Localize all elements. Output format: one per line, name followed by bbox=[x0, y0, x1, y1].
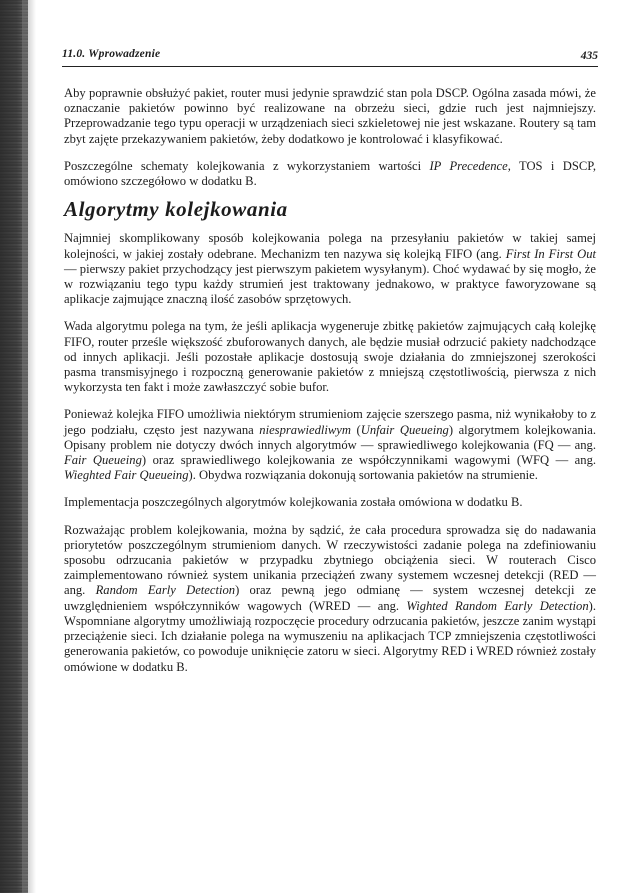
italic-term: IP Precedence bbox=[429, 158, 508, 173]
italic-term: Random Early Detection bbox=[95, 583, 236, 598]
page-number: 435 bbox=[580, 50, 598, 62]
page-body bbox=[64, 86, 596, 687]
paragraph: Aby poprawnie obsłużyć pakiet, router musi jedynie sprawdzić stan pola DSCP. Ogólna zasada mówi, że oznaczanie pakietów powinno być realizowane na obrzeżu sieci, gdzie ruch jest najmniejszy. Przeprowadzanie tego typu operacji w urządzeniach sieci szkieletowej nie jest wskazane. Routery są tam zbyt zajęte przekazywaniem pakietów, żeby dodatkowo je kontrolować i klasyfikować. bbox=[64, 86, 596, 146]
paragraph: Wada algorytmu polega na tym, że jeśli aplikacja wygeneruje zbitkę pakietów zajmujących całą kolejkę FIFO, router prześle większość zbuforowanych danych, ale będzie musiał odrzucić pakiety nadchodzące od innych aplikacji. Jeśli pozostałe aplikacje dostosują swoje działania do zmniejszonej szerokości pasma transmisyjnego i rozpoczną generowanie pakietów z mniejszą częstotliwością, pierwsza z nich wykorzysta ten fakt i może zawłaszczyć sobie bufor. bbox=[64, 319, 596, 395]
italic-term: Wieghted Fair Queueing bbox=[64, 468, 189, 483]
italic-term: Fair Queueing bbox=[64, 453, 142, 468]
italic-term: First In First Out bbox=[505, 246, 597, 261]
running-header bbox=[62, 44, 598, 67]
paragraph: Najmniej skomplikowany sposób kolejkowania polega na przesyłaniu pakietów w takiej samej kolejności, w jakiej zostały odebrane. Mechanizm ten nazywa się kolejką FIFO (ang. First In First Out — pierwszy pakiet przychodzący jest pierwszym pakietem wysyłanym). Choć wydawać by się mogło, że w rozwiązaniu tego typu każdy strumień jest traktowany jednakowo, w praktyce faworyzowane są aplikacje zajmujące znaczną ilość zasobów sprzętowych. bbox=[64, 231, 597, 307]
section-header: 11.0. Wprowadzenie bbox=[62, 48, 161, 60]
paragraph: Rozważając problem kolejkowania, można by sądzić, że cała procedura sprowadza się do nadawania priorytetów poszczególnym strumieniom danych. W rzeczywistości zadanie polega na zdefiniowaniu sposobu odrzucania pakietów w przypadku zbytniego obciążenia sieci. W routerach Cisco zaimplementowano również system unikania przeciążeń zwany systemem wczesnej detekcji (RED — ang. Random Early Detection) oraz pewną jego odmianę — system wczesnej detekcji ze uwzględnieniem współczynników wagowych (WRED — ang. Wighted Random Early Detection). Wspomniane algorytmy umożliwiają rozpoczęcie procedury odrzucania pakietów, jeszcze zanim wystąpi przeciążenie sieci. Ich działanie polega na wymuszeniu na aplikacjach TCP zmniejszenia częstotliwości generowania pakietów, co powoduje uniknięcie zatoru w sieci. Algorytmy RED i WRED również zostały omówione w dodatku B. bbox=[64, 522, 596, 674]
paragraph: Ponieważ kolejka FIFO umożliwia niektórym strumieniom zajęcie szerszego pasma, niż wynikałoby to z jego podziału, często jest nazywana niesprawiedliwym (Unfair Queueing) algorytmem kolejkowania. Opisany problem nie dotyczy dwóch innych algorytmów — sprawiedliwego kolejkowania (FQ — ang. Fair Queueing) oraz sprawiedliwego kolejkowania ze współczynnikami wagowymi (WFQ — ang. Wieghted Fair Queueing). Obydwa rozwiązania dokonują sortowania pakietów na strumienie. bbox=[64, 407, 597, 483]
italic-term: niesprawiedliwym bbox=[259, 422, 351, 437]
paragraph: Implementacja poszczególnych algorytmów kolejkowania została omówiona w dodatku B. bbox=[64, 495, 523, 510]
italic-term: Unfair Queueing bbox=[360, 422, 449, 437]
section-heading: Algorytmy kolejkowania bbox=[64, 197, 288, 222]
binding-shadow bbox=[22, 0, 36, 893]
paragraph: Poszczególne schematy kolejkowania z wykorzystaniem wartości IP Precedence, TOS i DSCP, omówiono szczegółowo w dodatku B. bbox=[64, 158, 596, 189]
italic-term: Wighted Random Early Detection bbox=[406, 598, 589, 613]
